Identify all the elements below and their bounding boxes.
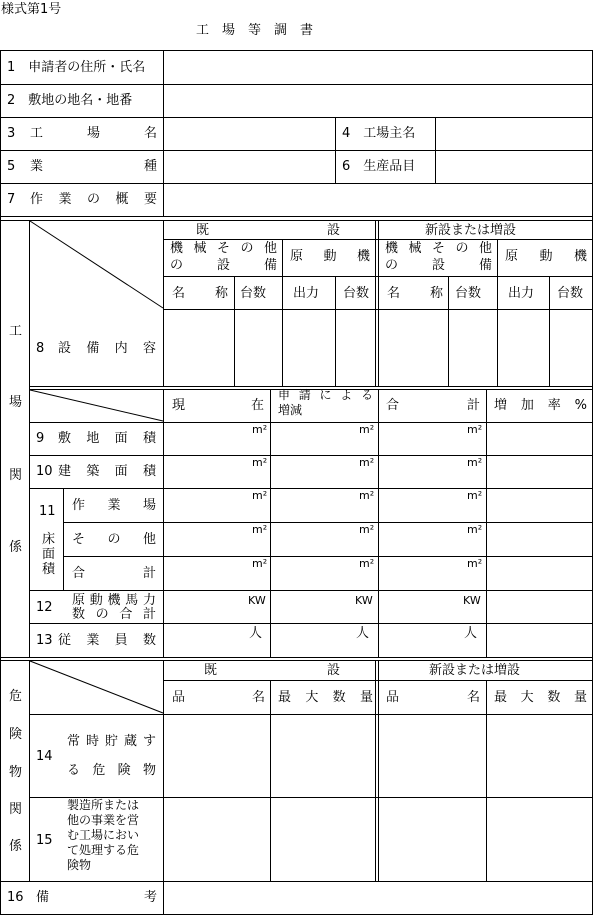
site-area-number: 9	[36, 431, 45, 446]
unit-m2: m²	[252, 489, 268, 502]
unit-m2: m²	[359, 523, 375, 536]
equip-new-header: 新設または増設	[425, 223, 517, 238]
row-factory-name-number: 3	[7, 126, 16, 141]
unit-person: 人	[464, 626, 478, 641]
processed-hazard-number: 15	[36, 833, 53, 848]
unit-m2: m²	[467, 557, 483, 570]
hazard-side-label-1: 危	[9, 689, 23, 704]
equip-prime-mover-new: 原 動 機	[505, 249, 587, 264]
equip-machine-b-new: の 設 備	[385, 258, 492, 273]
unit-m2: m²	[359, 423, 375, 436]
floor-area-label-1: 床	[42, 532, 56, 547]
work-area-label: 作 業 場	[72, 498, 156, 513]
form-title-text: 工 場 等 調 書	[196, 23, 314, 38]
unit-kw: KW	[248, 594, 266, 607]
row-applicant-label: 1 申請者の住所・氏名	[7, 60, 146, 75]
stored-hazard-label-a: 常 時 貯 蔵 す	[67, 734, 156, 749]
hazard-side-label-3: 物	[9, 765, 23, 780]
equip-row-number: 8	[36, 341, 45, 356]
horsepower-number: 12	[36, 600, 53, 615]
hazard-item-col: 品 名	[172, 690, 265, 705]
unit-m2: m²	[252, 423, 268, 436]
unit-m2: m²	[467, 489, 483, 502]
factory-side-label-3: 関	[9, 468, 23, 483]
equip-count-col-new-2: 台数	[557, 286, 584, 301]
unit-m2: m²	[467, 523, 483, 536]
hazard-side-label-5: 係	[9, 839, 23, 854]
equip-output-col: 出力	[293, 286, 320, 301]
area-current-header: 現 在	[172, 398, 264, 413]
hazard-existing-header: 既 設	[204, 663, 340, 678]
hazard-side-label-2: 険	[9, 727, 23, 742]
employees-label: 従 業 員 数	[58, 633, 156, 648]
hazard-item-col-new: 品 名	[386, 690, 480, 705]
unit-m2: m²	[252, 557, 268, 570]
remarks-label: 備 考	[36, 890, 157, 905]
factory-side-label-1: 工	[9, 324, 23, 339]
equip-machine-a-new: 機 械 そ の 他	[385, 241, 492, 256]
equip-output-col-new: 出力	[508, 286, 535, 301]
building-area-label: 建 築 面 積	[58, 464, 156, 479]
unit-m2: m²	[252, 523, 268, 536]
stored-hazard-number: 14	[36, 749, 53, 764]
equip-prime-mover: 原 動 機	[290, 249, 370, 264]
processed-hazard-line-5: 険物	[67, 858, 92, 872]
equip-count-col-2: 台数	[343, 286, 370, 301]
factory-side-label-2: 場	[9, 395, 23, 410]
equip-count-col-new: 台数	[455, 286, 482, 301]
floor-area-label-2: 面	[42, 547, 56, 562]
unit-m2: m²	[359, 489, 375, 502]
floor-subtotal-label: 合 計	[72, 566, 156, 581]
other-area-label: そ の 他	[72, 532, 156, 547]
horsepower-label-a: 原 動 機 馬 力	[72, 593, 156, 608]
building-area-number: 10	[36, 464, 53, 479]
site-area-label: 敷 地 面 積	[58, 431, 156, 446]
employees-number: 13	[36, 633, 53, 648]
unit-m2: m²	[467, 423, 483, 436]
equip-machine-b: の 設 備	[170, 258, 277, 273]
processed-hazard-line-3: む工場におい	[67, 828, 140, 842]
hazard-qty-col-new: 最 大 数 量	[494, 690, 587, 705]
unit-m2: m²	[252, 456, 268, 469]
floor-area-label-3: 積	[42, 562, 56, 577]
unit-m2: m²	[467, 456, 483, 469]
remarks-number: 16	[7, 890, 24, 905]
area-change-header-b: 増減	[278, 403, 303, 417]
unit-person: 人	[249, 626, 263, 641]
hazard-new-header: 新設または増設	[429, 663, 521, 678]
horsepower-label-b: 数 の 合 計	[72, 607, 156, 622]
row-work-number: 7	[7, 192, 16, 207]
floor-area-number: 11	[39, 504, 56, 519]
unit-m2: m²	[359, 557, 375, 570]
row-owner-label: 4 工場主名	[342, 126, 416, 141]
equip-count-col: 台数	[240, 286, 267, 301]
area-total-header: 合 計	[386, 398, 480, 413]
row-products-label: 6 生産品目	[342, 159, 416, 174]
row-industry-label: 業 種	[30, 159, 157, 174]
hazard-qty-col: 最 大 数 量	[278, 690, 373, 705]
processed-hazard-line-1: 製造所または	[67, 798, 140, 812]
equip-name-col: 名 称	[172, 286, 228, 301]
equip-name-col-new: 名 称	[387, 286, 443, 301]
row-industry-number: 5	[7, 159, 16, 174]
processed-hazard-line-2: 他の事業を営	[67, 813, 140, 827]
unit-m2: m²	[359, 456, 375, 469]
unit-kw: KW	[355, 594, 373, 607]
equip-row-label: 設 備 内 容	[58, 341, 156, 356]
row-site-label: 2 敷地の地名・地番	[7, 93, 133, 108]
form-number: 様式第1号	[1, 2, 62, 17]
row-work-label: 作 業 の 概 要	[30, 192, 157, 207]
factory-side-label-4: 係	[9, 540, 23, 555]
stored-hazard-label-b: る 危 険 物	[67, 763, 156, 778]
processed-hazard-line-4: て処理する危	[67, 843, 140, 857]
unit-kw: KW	[463, 594, 481, 607]
area-rate-header: 増 加 率 %	[494, 398, 587, 413]
row-factory-name-label: 工 場 名	[30, 126, 157, 141]
equip-machine-a: 機 械 そ の 他	[170, 241, 277, 256]
equip-existing-header: 既 設	[196, 223, 340, 238]
hazard-side-label-4: 関	[9, 802, 23, 817]
area-change-header-a: 申 請 に よ る	[278, 388, 373, 402]
unit-person: 人	[356, 626, 370, 641]
form-title	[196, 24, 313, 37]
